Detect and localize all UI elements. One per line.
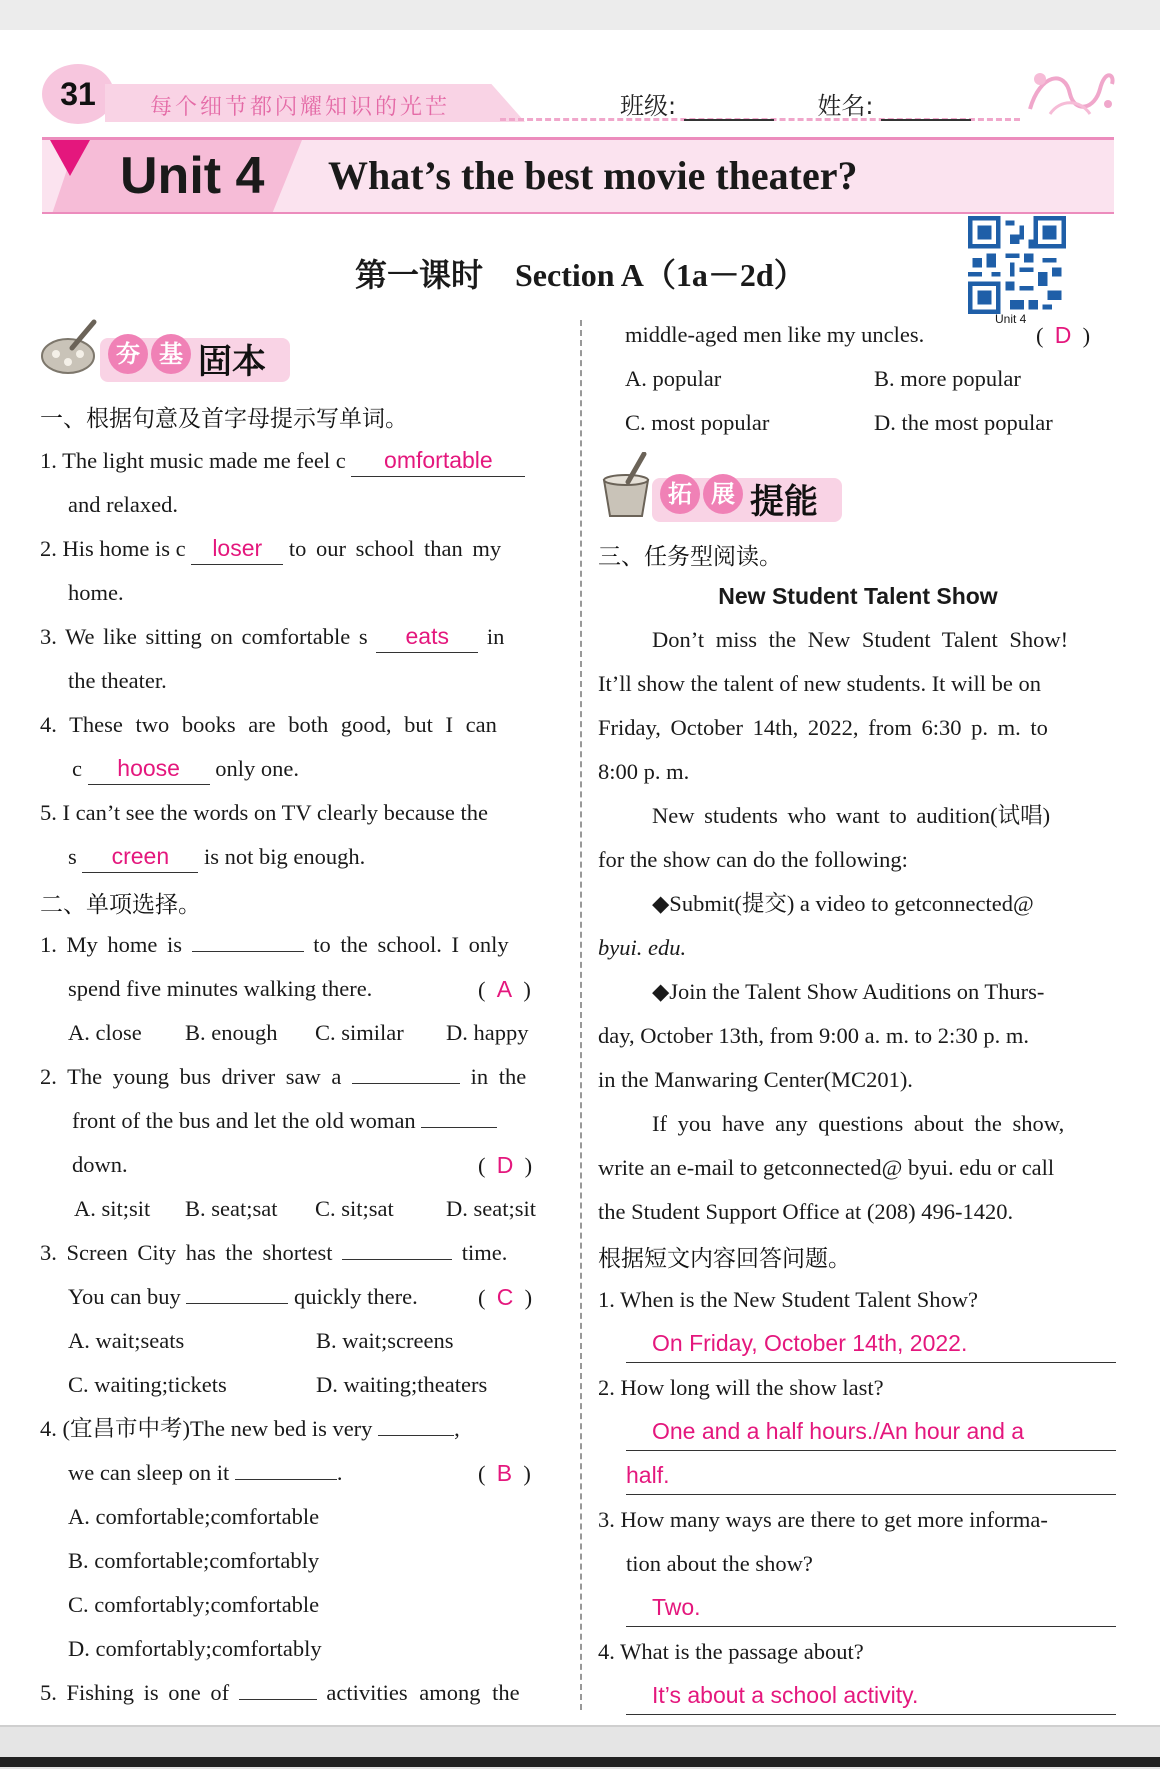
part1-item-1: [40, 439, 525, 483]
passage-line: ◆Submit(提交) a video to getconnected@: [652, 891, 1034, 916]
choice-answer: B: [496, 1460, 513, 1486]
q1-option-a[interactable]: A. close: [68, 1020, 142, 1045]
item-text: in: [486, 624, 505, 649]
q2-option-d[interactable]: D. seat;sit: [446, 1196, 536, 1221]
answer-text: omfortable: [384, 447, 493, 473]
q4-option-d[interactable]: D. comfortably;comfortably: [68, 1636, 322, 1661]
item-number: 1.: [40, 932, 57, 957]
mc-question-4-cont: [68, 1451, 342, 1495]
item-text: activities among the: [326, 1680, 520, 1705]
item-text: The light music made me feel c: [62, 448, 346, 473]
unit-label: Unit 4: [120, 147, 265, 205]
class-name-fields: [620, 86, 971, 121]
part1-item-4: [40, 703, 497, 747]
answer-blank[interactable]: [378, 1435, 454, 1436]
answer-text: It’s about a school activity.: [652, 1682, 919, 1708]
q4-option-a[interactable]: A. comfortable;comfortable: [68, 1504, 320, 1529]
answer-text: creen: [111, 843, 170, 869]
item-text: s: [68, 844, 77, 869]
item-text: c: [72, 756, 82, 781]
mc-question-1-cont: spend five minutes walking there.: [68, 976, 373, 1001]
choice-answer: D: [1054, 322, 1072, 348]
part1-item-1-cont: and relaxed.: [68, 492, 178, 517]
q3-option-b[interactable]: B. wait;screens: [316, 1328, 454, 1353]
answer-blank[interactable]: [351, 445, 525, 477]
passage-line: Don’t miss the New Student Talent Show!: [652, 627, 1069, 652]
q1-option-d[interactable]: D. happy: [446, 1020, 529, 1045]
flourish-ornament-icon: [1020, 54, 1120, 124]
column-divider: [580, 320, 582, 1710]
answer-text: half.: [626, 1462, 670, 1488]
q2-option-b[interactable]: B. seat;sat: [185, 1196, 278, 1221]
q5-option-c[interactable]: C. most popular: [625, 410, 770, 435]
part3-title: 三、任务型阅读。: [598, 544, 782, 570]
heading-badge: 夯: [108, 334, 148, 374]
qr-code-icon: [968, 216, 1066, 314]
answer-blank[interactable]: [191, 533, 283, 565]
item-number: 3.: [40, 624, 57, 649]
passage-line: If you have any questions about the show,: [652, 1111, 1065, 1136]
answer-blank[interactable]: [192, 951, 304, 952]
item-text: These two books are both good, but I can: [69, 712, 497, 737]
choice-answer: C: [496, 1284, 514, 1310]
answer-text: One and a half hours./An hour and a: [652, 1418, 1025, 1444]
item-text: .: [336, 1460, 343, 1485]
item-number: 3.: [40, 1240, 57, 1265]
mc-question-1: [40, 923, 509, 967]
answer-blank[interactable]: [88, 753, 210, 785]
answer-paren-4[interactable]: ( B ): [478, 1460, 531, 1486]
bottom-edge: [0, 1757, 1160, 1767]
answer-text: eats: [405, 623, 449, 649]
item-number: 2.: [40, 1064, 57, 1089]
q3-option-c[interactable]: C. waiting;tickets: [68, 1372, 227, 1397]
passage-line: day, October 13th, from 9:00 a. m. to 2:30 p. m.: [598, 1023, 1029, 1048]
item-text: quickly there.: [293, 1284, 418, 1309]
part1-item-2-cont: home.: [68, 580, 124, 605]
answer-line-2[interactable]: [626, 1410, 1116, 1451]
heading-badge: 拓: [660, 474, 700, 514]
heading-badge: 展: [703, 474, 743, 514]
part1-item-5: [40, 791, 488, 835]
answer-text: loser: [212, 535, 263, 561]
mc-question-2-cont: [72, 1099, 497, 1143]
class-field[interactable]: [684, 119, 774, 121]
answer-line-4[interactable]: [626, 1674, 1116, 1715]
passage-line: It’ll show the talent of new students. It will be on: [598, 671, 1042, 696]
item-text: front of the bus and let the old woman: [72, 1108, 416, 1133]
part1-title: 一、根据句意及首字母提示写单词。: [40, 406, 408, 432]
item-number: 5.: [40, 800, 57, 825]
answer-line-3[interactable]: [626, 1586, 1116, 1627]
q4-option-b[interactable]: B. comfortable;comfortably: [68, 1548, 320, 1573]
item-text: only one.: [215, 756, 299, 781]
passage-line: New students who want to audition(试唱): [652, 803, 1051, 828]
item-text: ,: [454, 1416, 460, 1441]
q1-option-c[interactable]: C. similar: [315, 1020, 404, 1045]
item-text: I can’t see the words on TV clearly because the: [62, 800, 488, 825]
passage-line: 8:00 p. m.: [598, 759, 690, 784]
item-number: 1.: [40, 448, 57, 473]
reading-question-3-cont: tion about the show?: [626, 1551, 813, 1576]
heading-badge: 基: [151, 334, 191, 374]
part2-title: 二、单项选择。: [40, 892, 201, 918]
answer-paren-5[interactable]: ( D ): [1036, 322, 1091, 348]
answer-blank[interactable]: [421, 1127, 497, 1128]
item-text: We like sitting on comfortable s: [65, 624, 368, 649]
item-text: His home is c: [62, 536, 186, 561]
answer-blank[interactable]: [352, 1083, 460, 1084]
unit-triangle-marker: [50, 140, 90, 176]
section-heading-basics: [108, 334, 266, 383]
name-label: 姓名:: [817, 92, 874, 120]
q3-option-d[interactable]: D. waiting;theaters: [316, 1372, 488, 1397]
passage-title: New Student Talent Show: [718, 583, 998, 609]
mc-question-3-cont: [68, 1275, 418, 1319]
answer-blank[interactable]: [342, 1259, 452, 1260]
q5-option-d[interactable]: D. the most popular: [874, 410, 1053, 435]
answer-paren-1[interactable]: ( A ): [478, 976, 531, 1002]
reading-instruction: 根据短文内容回答问题。: [598, 1246, 851, 1272]
slogan: 每个细节都闪耀知识的光芒: [150, 95, 451, 120]
mc-question-3: [40, 1231, 507, 1275]
q2-option-a[interactable]: A. sit;sit: [74, 1196, 151, 1221]
q2-option-c[interactable]: C. sit;sat: [315, 1196, 394, 1221]
item-text: Fishing is one of: [66, 1680, 230, 1705]
item-text: in the: [470, 1064, 527, 1089]
part1-item-3: [40, 615, 504, 659]
top-border: [0, 0, 1160, 30]
part1-item-2: [40, 527, 501, 571]
answer-blank[interactable]: [239, 1699, 317, 1700]
reading-question-4: 4. What is the passage about?: [598, 1639, 864, 1664]
q4-option-c[interactable]: C. comfortably;comfortable: [68, 1592, 320, 1617]
passage-line: the Student Support Office at (208) 496-1420.: [598, 1199, 1014, 1224]
part1-item-5-cont: [68, 835, 365, 879]
part1-item-3-cont: the theater.: [68, 668, 167, 693]
bucket-brush-icon: [598, 452, 654, 520]
reading-question-1: 1. When is the New Student Talent Show?: [598, 1287, 979, 1312]
section-title: 第一课时 Section A（1a－2d）: [355, 257, 806, 293]
palette-brush-icon: [40, 318, 102, 376]
item-number: 2.: [40, 536, 57, 561]
answer-text: Two.: [652, 1594, 701, 1620]
item-text: Screen City has the shortest: [66, 1240, 333, 1265]
choice-answer: A: [496, 976, 513, 1002]
qr-label: Unit 4: [995, 312, 1027, 326]
item-text: The young bus driver saw a: [67, 1064, 342, 1089]
answer-paren-3[interactable]: ( C ): [478, 1284, 533, 1310]
item-number: 4.: [40, 712, 57, 737]
heading-text: 提能: [750, 482, 818, 522]
answer-blank[interactable]: [186, 1303, 288, 1304]
passage-line: for the show can do the following:: [598, 847, 908, 872]
part1-item-4-cont: [72, 747, 299, 791]
mc-question-4: [40, 1407, 460, 1451]
reading-question-3: 3. How many ways are there to get more informa-: [598, 1507, 1048, 1532]
answer-text: hoose: [117, 755, 180, 781]
item-text: (宜昌市中考)The new bed is very: [62, 1416, 373, 1441]
q1-option-b[interactable]: B. enough: [185, 1020, 278, 1045]
item-text: is not big enough.: [204, 844, 366, 869]
answer-blank[interactable]: [82, 841, 198, 873]
page-number: 31: [42, 64, 114, 124]
item-number: 4.: [40, 1416, 57, 1441]
item-text: My home is: [66, 932, 183, 957]
choice-answer: D: [496, 1152, 514, 1178]
name-field[interactable]: [881, 119, 971, 121]
section-heading-extension: [660, 474, 818, 523]
q3-option-a[interactable]: A. wait;seats: [68, 1328, 185, 1353]
unit-title: What’s the best movie theater?: [328, 153, 858, 198]
item-text: You can buy: [68, 1284, 181, 1309]
item-text: we can sleep on it: [68, 1460, 230, 1485]
mc-question-5: [40, 1671, 520, 1715]
item-text: to the school. I only: [313, 932, 509, 957]
item-text: to our school than my: [288, 536, 502, 561]
passage-line: ◆Join the Talent Show Auditions on Thurs-: [652, 979, 1045, 1004]
item-number: 5.: [40, 1680, 57, 1705]
q5-option-b[interactable]: B. more popular: [874, 366, 1021, 391]
answer-line-2b[interactable]: [626, 1454, 1116, 1495]
passage-line: write an e-mail to getconnected@ byui. edu or call: [598, 1155, 1055, 1180]
answer-blank[interactable]: [235, 1479, 337, 1480]
q5-option-a[interactable]: A. popular: [625, 366, 722, 391]
heading-text: 固本: [198, 342, 266, 382]
passage-line: Friday, October 14th, 2022, from 6:30 p. m. to: [598, 715, 1048, 740]
class-label: 班级:: [620, 92, 677, 120]
passage-line: byui. edu.: [598, 935, 687, 960]
unit-bottom-rule: [42, 212, 1114, 214]
answer-paren-2[interactable]: ( D ): [478, 1152, 533, 1178]
passage-line: in the Manwaring Center(MC201).: [598, 1067, 913, 1092]
item-text: time.: [461, 1240, 508, 1265]
reading-question-2: 2. How long will the show last?: [598, 1375, 884, 1400]
mc-question-2: [40, 1055, 526, 1099]
mc-question-2-cont2: down.: [72, 1152, 128, 1177]
answer-line-1[interactable]: [626, 1322, 1116, 1363]
answer-text: On Friday, October 14th, 2022.: [652, 1330, 968, 1356]
answer-blank[interactable]: [376, 621, 478, 653]
mc-question-5-cont: middle-aged men like my uncles.: [625, 322, 925, 347]
